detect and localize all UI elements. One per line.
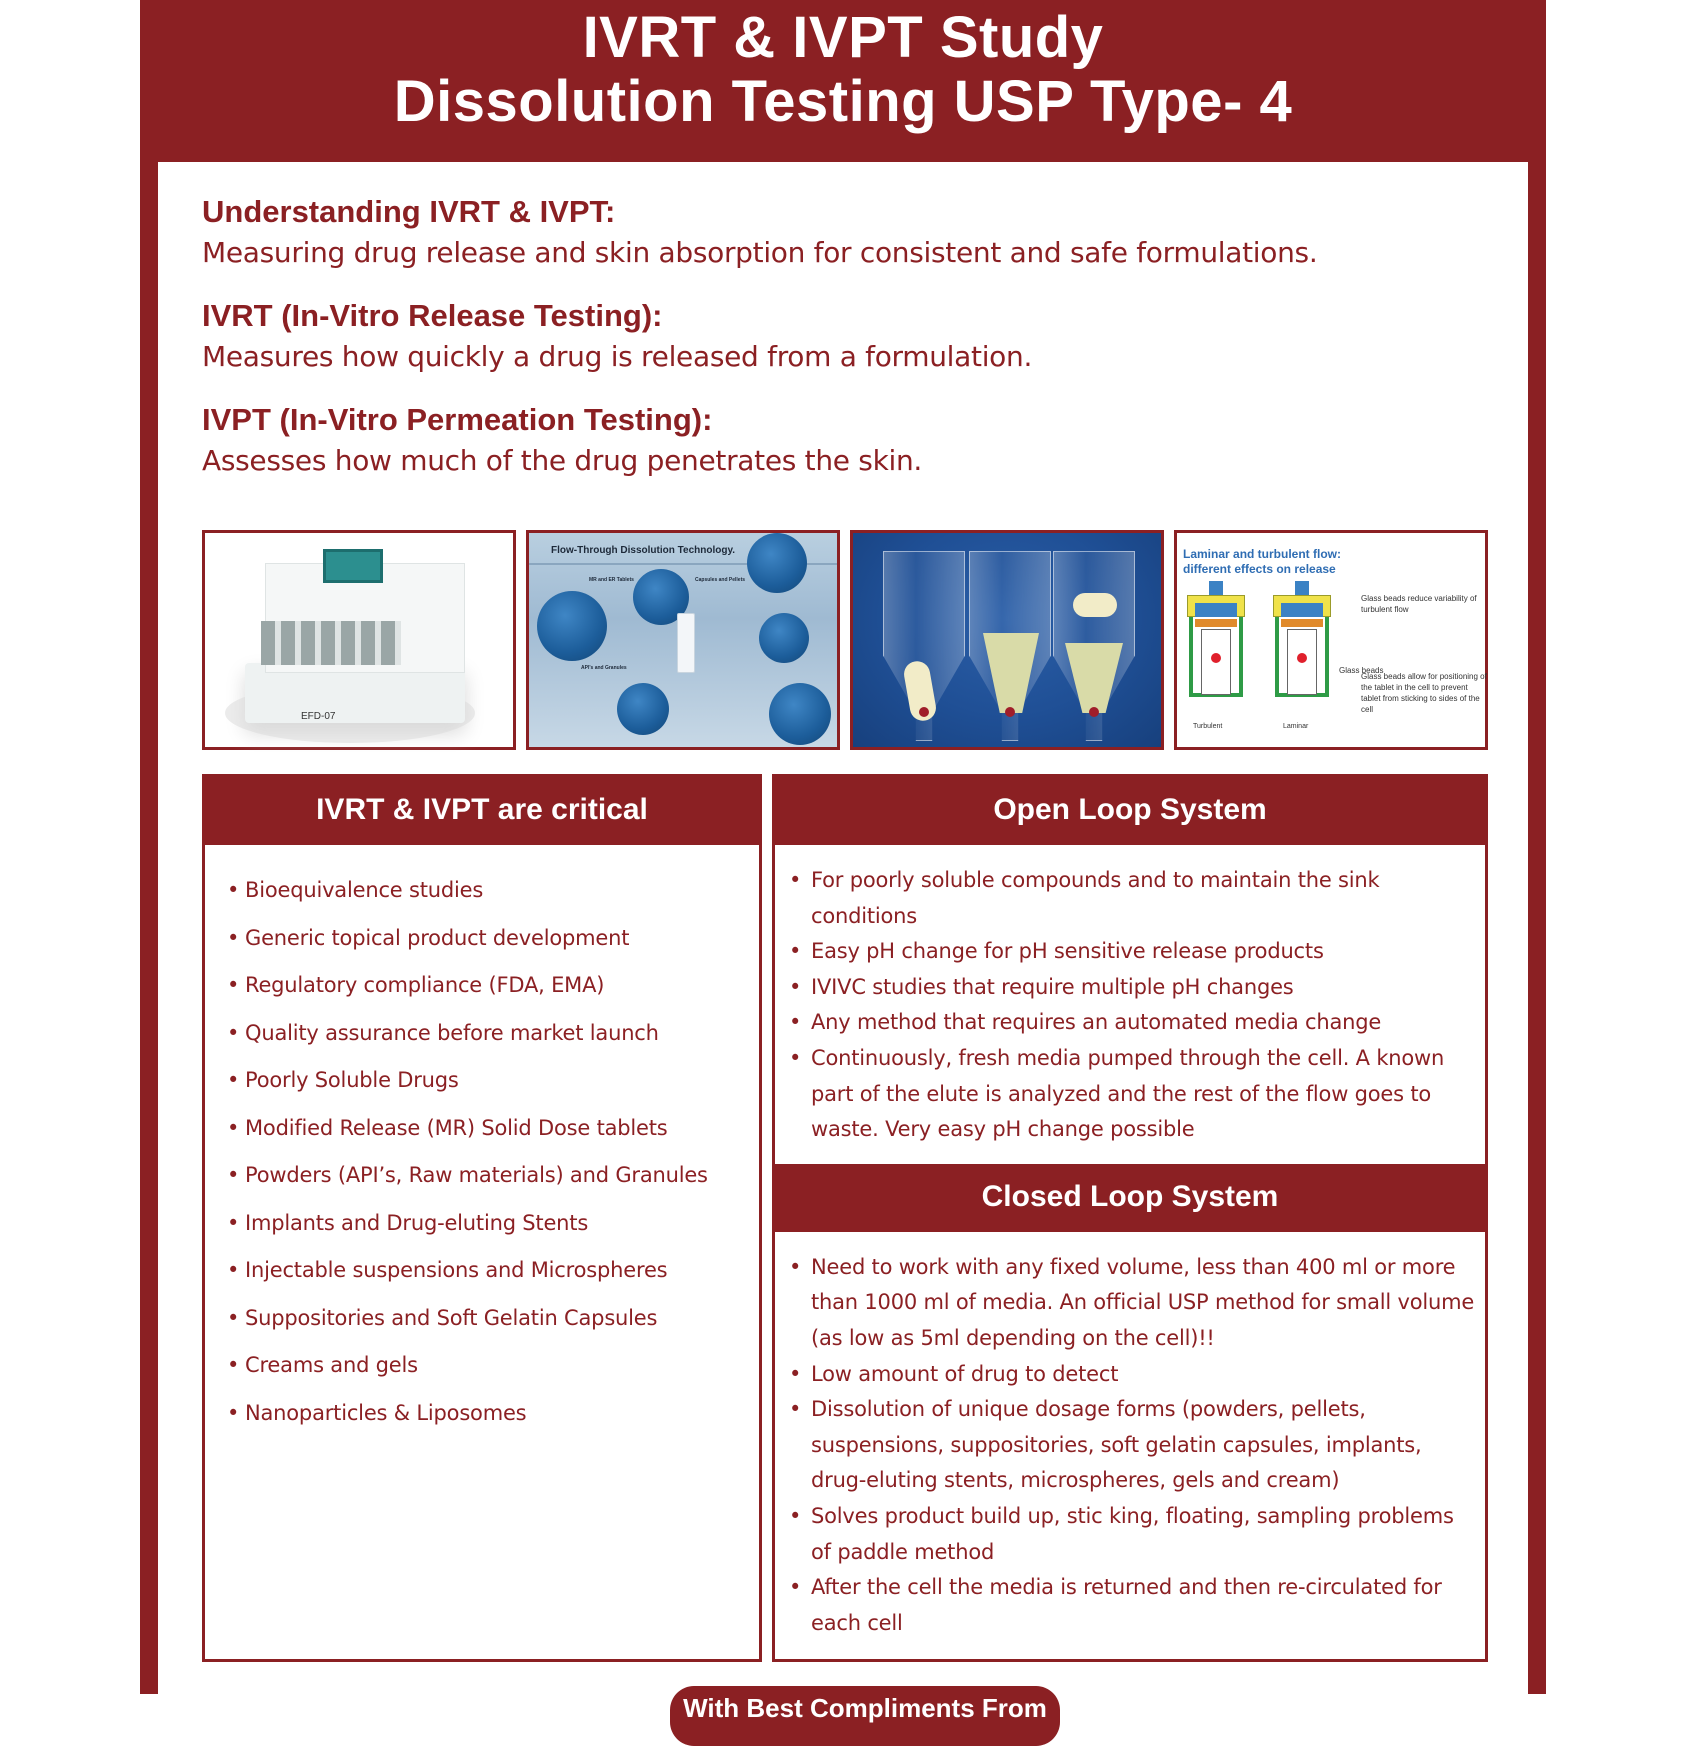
dissolution-apparatus-image [202,530,516,750]
list-item: • After the cell the media is returned and then re-circulated for each cell [789,1570,1477,1641]
capsules-bubble [747,533,807,593]
poster-title [140,6,1546,134]
turbulent-cell-diagram [1187,581,1245,701]
list-item: • Easy pH change for pH sensitive release products [789,934,1477,970]
open-loop-list [775,845,1485,1148]
caption-tablets: MR and ER Tablets [589,577,634,583]
poster-frame [140,0,1546,1723]
machine-model-label: EFD-07 [301,711,336,722]
content-panel [158,162,1528,1723]
critical-applications-list [205,845,759,1437]
beads-cell-2 [983,633,1039,713]
red-bead-1 [919,707,929,717]
flow-through-title: Flow-Through Dissolution Technology. [551,545,736,556]
laminar-cell-diagram [1273,581,1331,701]
suppositories-bubble [759,613,809,663]
granules-bubble [537,591,607,661]
list-item: • Nanoparticles & Liposomes [227,1390,759,1438]
label-turbulent: Turbulent [1193,723,1223,730]
intro-section [202,192,1502,504]
diagram-title-line-1: Laminar and turbulent flow: [1183,547,1341,561]
caption-capsules: Capsules and Pellets [695,577,746,583]
red-bead-2 [1005,707,1015,717]
list-item: • Implants and Drug-eluting Stents [227,1200,759,1248]
diagram-title-line-2: different effects on release [1183,562,1336,576]
list-item: • Suppositories and Soft Gelatin Capsules [227,1295,759,1343]
list-item: • Low amount of drug to detect [789,1357,1477,1393]
note-reduce-variability: Glass beads reduce variability of turbulent flow [1361,594,1477,614]
critical-applications-title: IVRT & IVPT are critical [205,777,759,845]
list-item: • Quality assurance before market launch [227,1010,759,1058]
list-item: • Injectable suspensions and Microspheres [227,1247,759,1295]
list-item: • Need to work with any fixed volume, less than 400 ml or more than 1000 ml of media. An official USP method for small volume (as low as 5ml depending on the cell)!! [789,1250,1477,1357]
capsule-in-cell-3 [1073,593,1117,617]
intro-heading-understanding: Understanding IVRT & IVPT: [202,194,616,229]
image-gallery [202,530,1488,750]
intro-heading-ivpt: IVPT (In-Vitro Permeation Testing): [202,402,713,437]
list-item: • IVIVC studies that require multiple pH changes [789,970,1477,1006]
title-line-1: IVRT & IVPT Study [582,5,1104,70]
label-laminar: Laminar [1283,723,1309,730]
intro-text-understanding: Measuring drug release and skin absorption for consistent and safe formulations. [202,236,1318,269]
list-item: • Generic topical product development [227,915,759,963]
critical-applications-box [202,774,762,1662]
list-item: • Poorly Soluble Drugs [227,1057,759,1105]
flow-cell-icon [677,613,695,673]
list-item: • For poorly soluble compounds and to maintain the sink conditions [789,863,1477,934]
list-item: • Dissolution of unique dosage forms (powders, pellets, suspensions, suppositories, soft gelatin capsules, implants, drug-eluting stents, microspheres, gels and cream) [789,1392,1477,1499]
list-item: • Regulatory compliance (FDA, EMA) [227,962,759,1010]
glass-flow-cells-image [850,530,1164,750]
closed-loop-title: Closed Loop System [775,1164,1485,1232]
intro-text-ivpt: Assesses how much of the drug penetrates the skin. [202,444,923,477]
list-item: • Modified Release (MR) Solid Dose tablets [227,1105,759,1153]
list-item: • Any method that requires an automated media change [789,1005,1477,1041]
closed-loop-list [775,1232,1485,1642]
list-item: • Solves product build up, stic king, floating, sampling problems of paddle method [789,1499,1477,1570]
caption-granules: API's and Granules [581,665,627,671]
list-item: • Bioequivalence studies [227,867,759,915]
microspheres-bubble [769,683,831,745]
note-positioning: Glass beads allow for positioning of the tablet in the cell to prevent tablet from sticking to sides of the cell [1361,672,1487,714]
note-glass-beads: Glass beads [1339,666,1384,675]
intro-text-ivrt: Measures how quickly a drug is released from a formulation. [202,340,1033,373]
red-bead-3 [1089,707,1099,717]
list-item: • Creams and gels [227,1342,759,1390]
intro-heading-ivrt: IVRT (In-Vitro Release Testing): [202,298,663,333]
stents-bubble [617,683,669,735]
flow-through-technology-image [526,530,840,750]
laminar-turbulent-diagram [1174,530,1488,750]
machine-screen [323,549,383,583]
title-line-2: Dissolution Testing USP Type- 4 [393,69,1293,134]
machine-cells [261,621,401,665]
compliments-banner: With Best Compliments From [670,1686,1060,1746]
diagram-title [1183,547,1341,577]
open-loop-title: Open Loop System [775,777,1485,845]
loop-systems-box [772,774,1488,1662]
list-item: • Continuously, fresh media pumped through the cell. A known part of the elute is analyzed and the rest of the flow goes to waste. Very easy pH change possible [789,1041,1477,1148]
list-item: • Powders (API’s, Raw materials) and Granules [227,1152,759,1200]
